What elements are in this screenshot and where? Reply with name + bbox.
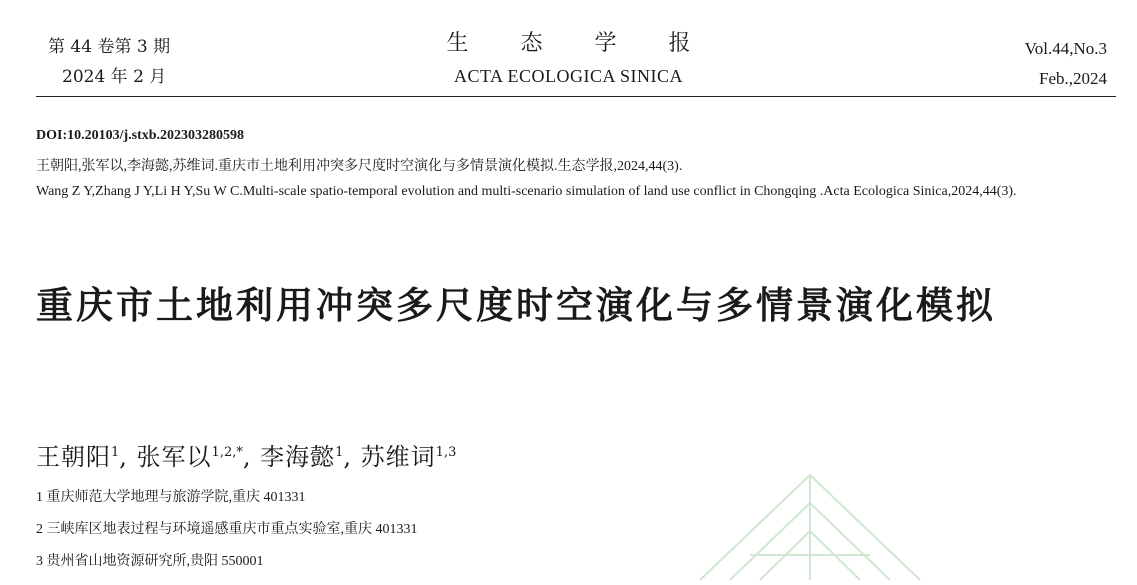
author-name: 苏维词 <box>360 443 436 471</box>
author-name: 张军以 <box>136 443 212 471</box>
header-center <box>0 30 1137 87</box>
affiliation-3: 3 贵州省山地资源研究所,贵阳 550001 <box>36 554 264 569</box>
author-affiliation-mark: 1 <box>335 445 344 460</box>
citation-cn: 王朝阳,张军以,李海懿,苏维词.重庆市土地利用冲突多尺度时空演化与多情景演化模拟.生态学报,2024,44(3). <box>36 159 683 174</box>
author-affiliation-mark: 1,2,* <box>211 445 243 460</box>
affiliation-2: 2 三峡库区地表过程与环境遥感重庆市重点实验室,重庆 401331 <box>36 522 418 537</box>
publication-date-en: Feb.,2024 <box>1039 69 1107 88</box>
publication-date-cn: 2024 年 2 月 <box>62 67 167 87</box>
watermark-logo <box>690 445 930 585</box>
header-right <box>1025 34 1107 94</box>
citation-en: Wang Z Y,Zhang J Y,Li H Y,Su W C.Multi-scale spatio-temporal evolution and multi-scenario simulation of land use conflict in Chongqing .Acta Ecologica Sinica,2024,44(3). <box>36 184 1017 199</box>
author-name: 李海懿 <box>260 443 336 471</box>
author-list: 王朝阳$^1$, 张军以$^{1,2,*}$, 李海懿$^1$, 苏维词$^{1,3}$ <box>36 443 457 471</box>
volume-issue-cn: 第 44 卷第 3 期 <box>48 37 171 57</box>
header-rule <box>36 96 1116 97</box>
affiliation-1: 1 重庆师范大学地理与旅游学院,重庆 401331 <box>36 490 306 505</box>
journal-name-en: ACTA ECOLOGICA SINICA <box>453 66 684 86</box>
author-affiliation-mark: 1 <box>111 445 120 460</box>
author-name: 王朝阳 <box>36 443 111 471</box>
paper-title: 重庆市土地利用冲突多尺度时空演化与多情景演化模拟 <box>36 284 996 327</box>
author-affiliation-mark: 1,3 <box>435 445 457 460</box>
volume-issue-en: Vol.44,No.3 <box>1024 39 1107 58</box>
doi[interactable]: DOI:10.20103/j.stxb.202303280598 <box>36 128 245 143</box>
journal-name-cn: 生态学报 <box>446 31 743 56</box>
citation-block <box>36 154 1126 204</box>
